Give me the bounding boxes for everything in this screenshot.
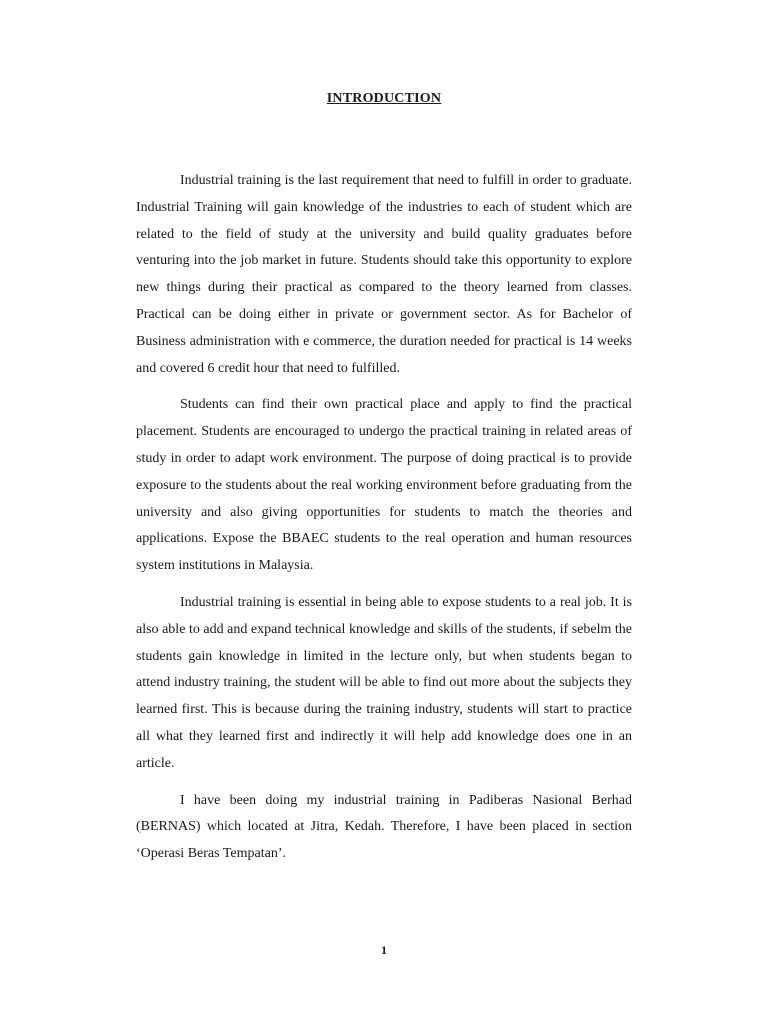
section-heading: INTRODUCTION <box>326 91 442 106</box>
page-number: 1 <box>381 943 387 957</box>
paragraph-3: Industrial training is essential in being able to expose students to a real job. It is also able to add and expand technical knowledge and skills of the students, if sebelm the students gain knowledge in limited in the lecture only, but when students began to attend industry training, the student will be able to find out more about the subjects they learned first. This is because during the training industry, students will start to practice all what they learned first and indirectly it will help add knowledge does one in an article. <box>136 594 632 771</box>
paragraph-2: Students can find their own practical place and apply to find the practical placement. Students are encouraged to undergo the practical training in related areas of study in order to adapt work environment. The purpose of doing practical is to provide exposure to the students about the real working environment before graduating from the university and also giving opportunities for students to match the theories and applications. Expose the BBAEC students to the real operation and human resources system institutions in Malaysia. <box>136 397 632 574</box>
paragraph-4: I have been doing my industrial training in Padiberas Nasional Berhad (BERNAS) which located at Jitra, Kedah. Therefore, I have been placed in section ‘Operasi Beras Tempatan’. <box>136 792 632 862</box>
body-text <box>136 168 632 878</box>
paragraph-1: Industrial training is the last requirement that need to fulfill in order to graduate. Industrial Training will gain knowledge of the industries to each of student which are related to the field of study at the university and build quality graduates before venturing into the job market in future. Students should take this opportunity to explore new things during their practical as compared to the theory learned from classes. Practical can be doing either in private or government sector. As for Bachelor of Business administration with e commerce, the duration needed for practical is 14 weeks and covered 6 credit hour that need to fulfilled. <box>136 173 632 376</box>
